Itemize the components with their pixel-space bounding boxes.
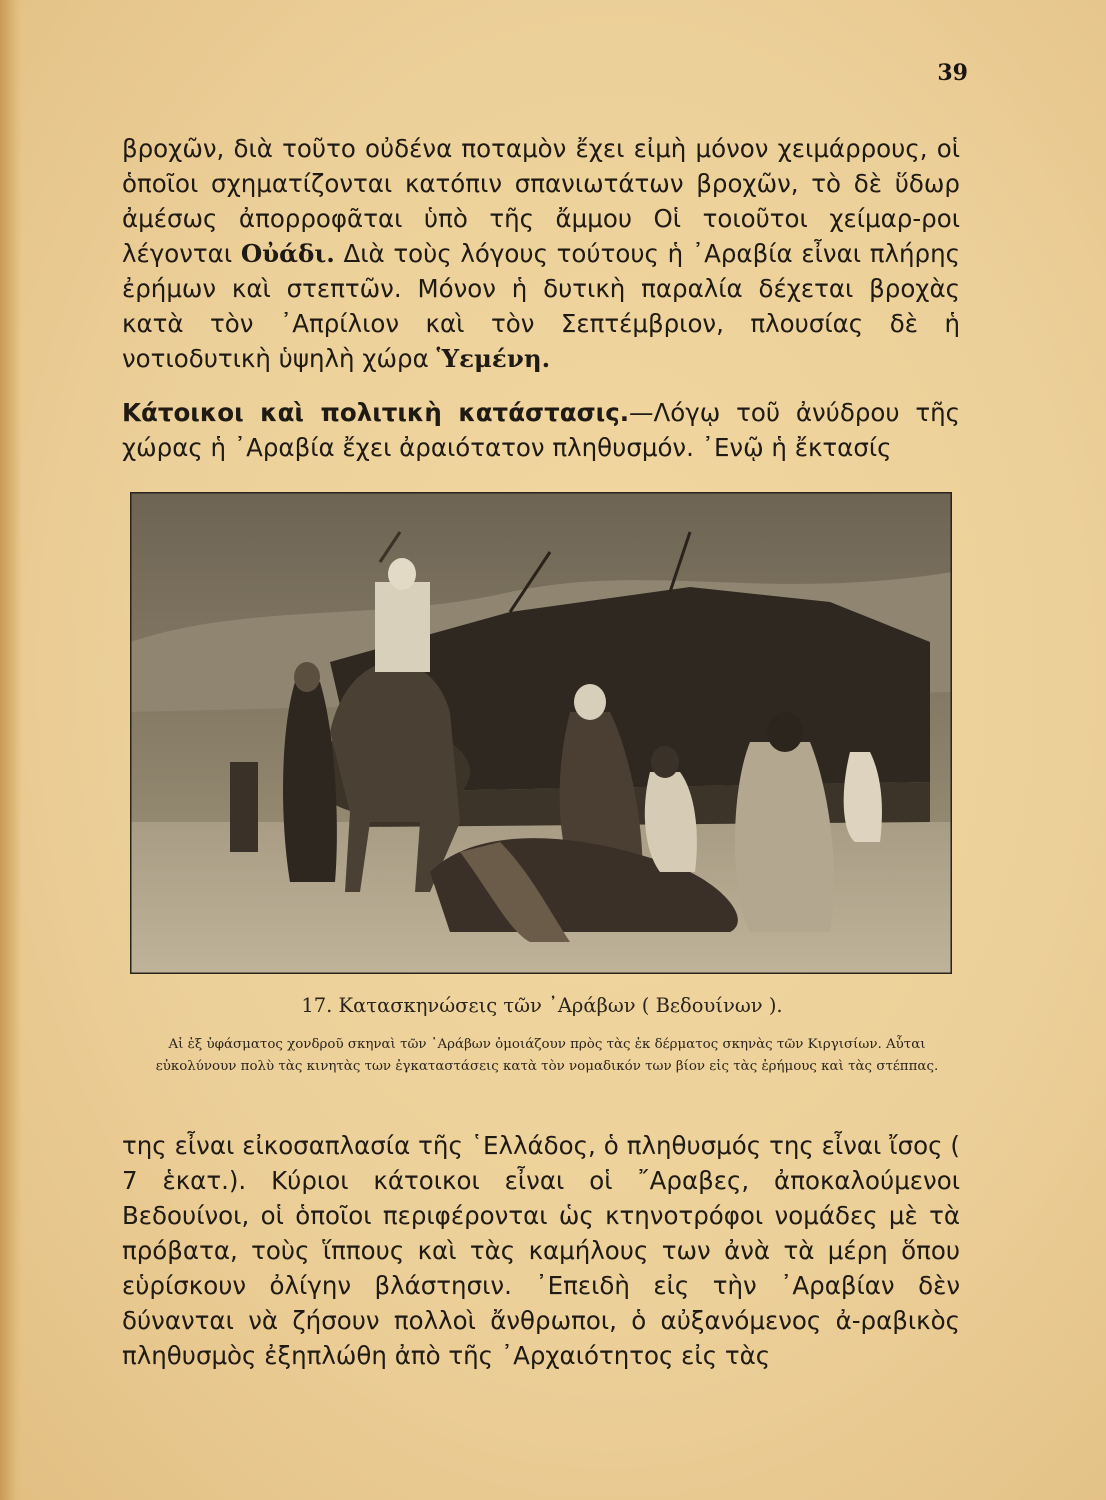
page-number: 39 [937, 60, 968, 86]
figure-caption-body: Αἱ ἐξ ὑφάσματος χονδροῦ σκηναὶ τῶν ᾿Αράβων ὁμοιάζουν πρὸς τὰς ἐκ δέρματος σκηνὰς τῶν Κιργισίων. Αὗται εὐκολύνουν πολὺ τὰς κινητὰς των ἐγκαταστάσεις κατὰ τὸν νομαδικόν των βίον εἰς τὰς ἐρήμους καὶ τὰς στέππας. [155, 1037, 939, 1074]
paragraph-climate [122, 131, 960, 376]
page-spine-shadow [0, 0, 22, 1500]
paragraph-inhabitants [122, 395, 960, 465]
term-ouadi: Οὐάδι. [240, 239, 335, 268]
section-heading: Κάτοικοι καὶ πολιτικὴ κατάστασις. [122, 398, 630, 427]
paragraph-text: —Λόγῳ τοῦ ἀνύδρου τῆς χώρας ἡ ᾿Αραβία ἔχει ἀραιότατον πληθυσμόν. ᾿Ενῷ ἡ ἔκτασίς [122, 398, 960, 462]
paragraph-text: Διὰ τοὺς λόγους τούτους ἡ ᾿Αραβία εἶναι πλήρης ἐρήμων καὶ στεπτῶν. Μόνον ἡ δυτικὴ παραλία δέχεται βροχὰς κατὰ τὸν ᾿Απρίλιον καὶ τὸν Σεπτέμβριον, πλουσίας δὲ ἡ νοτιοδυτικὴ ὑψηλὴ χώρα [122, 239, 960, 373]
paragraph-text: βροχῶν, διὰ τοῦτο οὐδένα ποταμὸν ἔχει εἰμὴ μόνον χειμάρρους, οἱ ὁποῖοι σχηματίζονται κατόπιν σπανιωτάτων βροχῶν, τὸ δὲ ὕδωρ ἀμέσως ἀπορροφᾶται ὑπὸ τῆς ἄμμου Οἱ τοιοῦτοι χείμαρ-ροι λέγονται [122, 134, 960, 268]
term-yemen: Ὑεμένη. [436, 344, 551, 373]
paragraph-population: της εἶναι εἰκοσαπλασία τῆς ῾Ελλάδος, ὁ πληθυσμός της εἶναι ἴσος ( 7 ἑκατ.). Κύριοι κάτοικοι εἶναι οἱ ῎Αραβες, ἀποκαλούμενοι Βεδουίνοι, οἱ ὁποῖοι περιφέρονται ὡς κτηνοτρόφοι νομάδες μὲ τὰ πρόβατα, τοὺς ἵππους καὶ τὰς καμήλους των ἀνὰ τὰ μέρη ὅπου εὑρίσκουν ὀλίγην βλάστησιν. ᾿Επειδὴ εἰς τὴν ᾿Αραβίαν δὲν δύνανται νὰ ζήσουν πολλοὶ ἄνθρωποι, ὁ αὐξανόμενος ἀ-ραβικὸς πληθυσμὸς ἐξηπλώθη ἀπὸ τῆς ᾿Αρχαιότητος εἰς τὰς [122, 1131, 960, 1370]
bedouin-camp-photo [130, 492, 952, 974]
figure-caption-title: 17. Κατασκηνώσεις τῶν ᾿Αράβων ( Βεδουίνων ). [301, 994, 783, 1017]
